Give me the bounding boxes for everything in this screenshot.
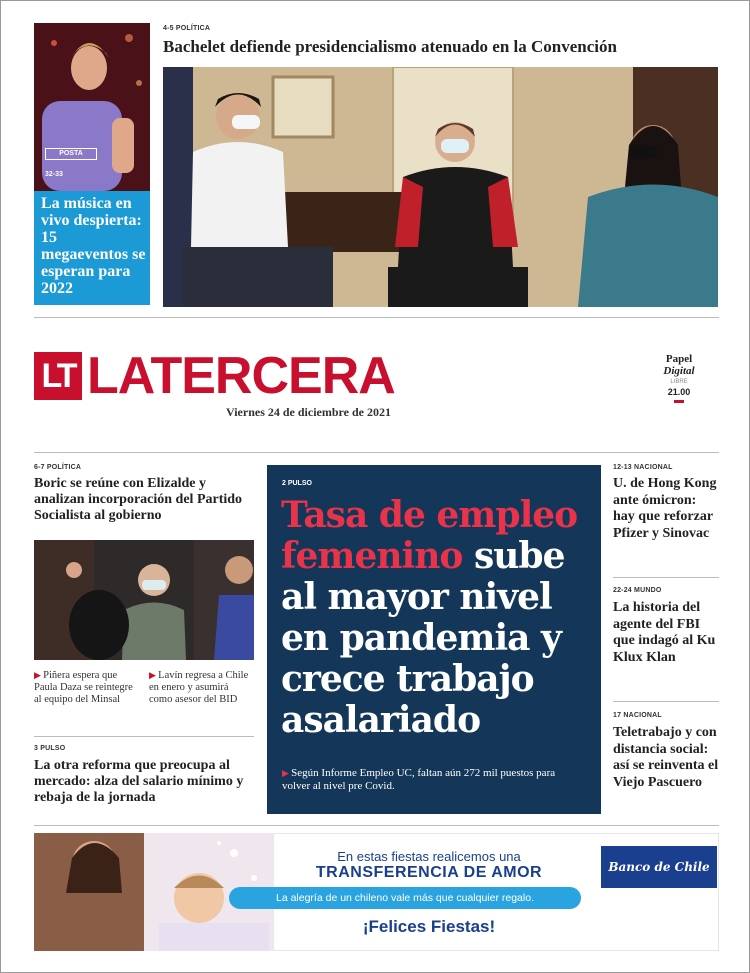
papel-red-mark [674, 400, 684, 403]
meeting-photo-image [34, 540, 254, 660]
logo-mark[interactable]: LT [34, 352, 82, 400]
top-story-headline[interactable]: Bachelet defiende presidencialismo atenuado en la Convención [163, 37, 617, 56]
promo-concert-photo[interactable] [34, 23, 150, 191]
divider [34, 317, 719, 318]
left-story2-headline[interactable]: La otra reforma que preocupa al mercado: alza del salario mínimo y rebaja de la jornada [34, 758, 244, 805]
promo-headline[interactable]: La música en vivo despierta: 15 megaeventos se esperan para 2022 [41, 195, 146, 297]
brief-1[interactable] [34, 669, 139, 706]
masthead-title[interactable]: LATERCERA [87, 347, 395, 405]
digital-label: Digital [663, 365, 695, 377]
meeting-scene-image [163, 67, 718, 307]
right-story2-kicker: 22-24 MUNDO [613, 587, 662, 594]
lead-kicker: 2 PULSO [282, 480, 312, 487]
right-story2-headline[interactable]: La historia del agente del FBI que indagó al Ku Klux Klan [613, 600, 716, 665]
ad-tagline-pill: La alegría de un chileno vale más que cualquier regalo. [229, 887, 581, 909]
triangle-bullet-icon: ▶ [34, 670, 44, 680]
brief-1-text: Piñera espera que Paula Daza se reintegre al equipo del Minsal [34, 670, 133, 705]
triangle-bullet-icon: ▶ [149, 670, 159, 680]
top-story-kicker: 4-5 POLÍTICA [163, 25, 211, 32]
lead-deck-text: Según Informe Empleo UC, faltan aún 272 mil puestos para volver al nivel pre Covid. [282, 767, 556, 792]
promo-section-tag: POSTA [45, 148, 97, 160]
divider [613, 577, 719, 578]
divider [613, 701, 719, 702]
brief-2[interactable] [149, 669, 254, 706]
papel-status: LIBRE [670, 379, 688, 385]
lead-headline[interactable] [281, 495, 596, 741]
papel-price: 21.00 [667, 387, 691, 397]
bachelet-meeting-photo[interactable] [163, 67, 718, 307]
divider [34, 452, 719, 453]
brief-2-text: Lavín regresa a Chile en enero y asumirá como asesor del BID [149, 670, 249, 705]
right-story1-headline[interactable]: U. de Hong Kong ante ómicron: hay que reforzar Pfizer y Sinovac [613, 476, 717, 541]
issue-date: Viernes 24 de diciembre de 2021 [226, 405, 391, 419]
left-story1-headline[interactable]: Boric se reúne con Elizalde y analizan incorporación del Partido Socialista al gobierno [34, 476, 243, 523]
boric-meeting-photo[interactable] [34, 540, 254, 660]
right-story1-kicker: 12-13 NACIONAL [613, 464, 673, 471]
lead-headline-highlight: Tasa de empleo femenino [281, 494, 578, 577]
singer-image [34, 23, 150, 191]
promo-page-numbers: 32-33 [45, 171, 63, 178]
lead-headline-rest: sube al mayor nivel en pandemia y crece trabajo asalariado [281, 535, 565, 741]
divider [34, 825, 719, 826]
ad-line-4: ¡Felices Fiestas! [362, 917, 496, 936]
lead-deck [282, 767, 582, 793]
ad-line-1: En estas fiestas realicemos una [337, 849, 521, 864]
left-story1-kicker: 6-7 POLÍTICA [34, 464, 82, 471]
papel-digital-badge[interactable] [653, 353, 705, 403]
divider [34, 736, 254, 737]
bank-logo[interactable]: Banco de Chile [601, 846, 717, 888]
left-story2-kicker: 3 PULSO [34, 745, 66, 752]
right-story3-headline[interactable]: Teletrabajo y con distancia social: así se reinventa el Viejo Pascuero [613, 725, 719, 790]
triangle-bullet-icon: ▶ [282, 768, 292, 778]
right-story3-kicker: 17 NACIONAL [613, 712, 662, 719]
papel-label: Papel [665, 353, 693, 365]
ad-line-2: TRANSFERENCIA DE AMOR [315, 864, 543, 881]
